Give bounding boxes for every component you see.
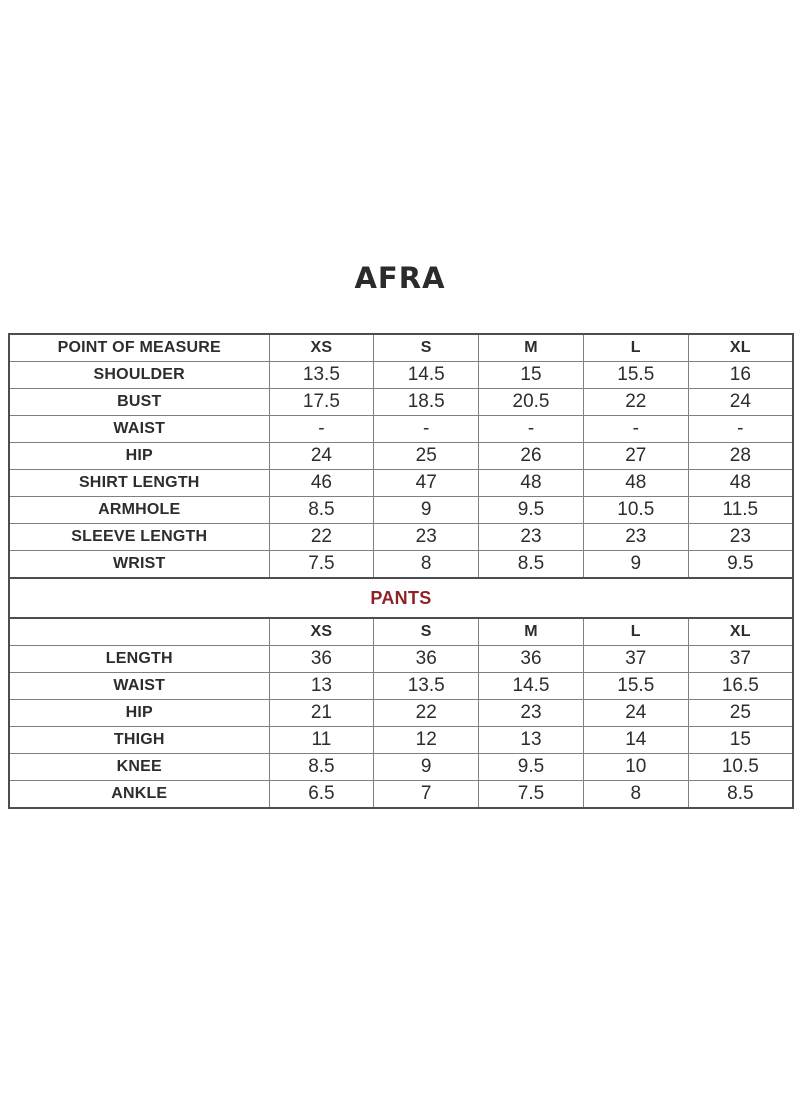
- pants-table-row: [9, 673, 793, 700]
- value-cell: 22: [583, 389, 688, 416]
- row-label: LENGTH: [9, 646, 269, 673]
- value-cell: 17.5: [269, 389, 374, 416]
- value-cell: 21: [269, 700, 374, 727]
- row-label: SHOULDER: [9, 362, 269, 389]
- value-cell: 13: [479, 727, 584, 754]
- shirt-table-row: [9, 551, 793, 579]
- pants-header-row-size-col: XL: [688, 618, 793, 646]
- value-cell: 23: [479, 524, 584, 551]
- value-cell: 20.5: [479, 389, 584, 416]
- value-cell: 13: [269, 673, 374, 700]
- value-cell: 28: [688, 443, 793, 470]
- value-cell: 13.5: [269, 362, 374, 389]
- value-cell: 16.5: [688, 673, 793, 700]
- value-cell: 25: [374, 443, 479, 470]
- page-title: AFRA: [354, 261, 446, 295]
- value-cell: 15.5: [583, 673, 688, 700]
- value-cell: 23: [479, 700, 584, 727]
- size-chart-body: [9, 334, 793, 808]
- pants-header-row-size-col: M: [479, 618, 584, 646]
- value-cell: 6.5: [269, 781, 374, 809]
- value-cell: -: [688, 416, 793, 443]
- value-cell: 22: [269, 524, 374, 551]
- value-cell: 48: [479, 470, 584, 497]
- value-cell: 46: [269, 470, 374, 497]
- shirt-table-row: [9, 470, 793, 497]
- pants-divider-row: [9, 578, 793, 618]
- shirt-header-row: [9, 334, 793, 362]
- value-cell: 8: [583, 781, 688, 809]
- row-label: KNEE: [9, 754, 269, 781]
- value-cell: 27: [583, 443, 688, 470]
- value-cell: 9: [374, 497, 479, 524]
- value-cell: 23: [583, 524, 688, 551]
- value-cell: 13.5: [374, 673, 479, 700]
- pants-table-row: [9, 646, 793, 673]
- value-cell: 26: [479, 443, 584, 470]
- size-chart-table: [8, 333, 794, 809]
- value-cell: -: [479, 416, 584, 443]
- shirt-header-row-size-col: XL: [688, 334, 793, 362]
- row-label: SHIRT LENGTH: [9, 470, 269, 497]
- value-cell: -: [583, 416, 688, 443]
- value-cell: 15.5: [583, 362, 688, 389]
- value-cell: 25: [688, 700, 793, 727]
- pants-table-row: [9, 727, 793, 754]
- value-cell: 14.5: [479, 673, 584, 700]
- row-label: ARMHOLE: [9, 497, 269, 524]
- pants-header-row-size-col: L: [583, 618, 688, 646]
- shirt-table-row: [9, 362, 793, 389]
- value-cell: 24: [583, 700, 688, 727]
- value-cell: 22: [374, 700, 479, 727]
- value-cell: 24: [688, 389, 793, 416]
- value-cell: 37: [688, 646, 793, 673]
- value-cell: 47: [374, 470, 479, 497]
- row-label: WAIST: [9, 673, 269, 700]
- value-cell: 9: [583, 551, 688, 579]
- value-cell: 8.5: [688, 781, 793, 809]
- shirt-header-row-size-col: L: [583, 334, 688, 362]
- row-label: SLEEVE LENGTH: [9, 524, 269, 551]
- shirt-header-row-size-col: M: [479, 334, 584, 362]
- value-cell: 7: [374, 781, 479, 809]
- value-cell: 8.5: [269, 497, 374, 524]
- value-cell: 8: [374, 551, 479, 579]
- value-cell: 9.5: [688, 551, 793, 579]
- value-cell: 18.5: [374, 389, 479, 416]
- shirt-table-row: [9, 497, 793, 524]
- value-cell: 10: [583, 754, 688, 781]
- row-label: THIGH: [9, 727, 269, 754]
- value-cell: 48: [583, 470, 688, 497]
- row-label: BUST: [9, 389, 269, 416]
- shirt-header-row-size-col: S: [374, 334, 479, 362]
- value-cell: 9: [374, 754, 479, 781]
- pants-header-row-size-col: XS: [269, 618, 374, 646]
- value-cell: 15: [688, 727, 793, 754]
- value-cell: 14.5: [374, 362, 479, 389]
- value-cell: 7.5: [479, 781, 584, 809]
- value-cell: 23: [688, 524, 793, 551]
- value-cell: 11.5: [688, 497, 793, 524]
- pants-table-row: [9, 700, 793, 727]
- value-cell: 36: [374, 646, 479, 673]
- value-cell: 36: [479, 646, 584, 673]
- row-label: ANKLE: [9, 781, 269, 809]
- value-cell: 23: [374, 524, 479, 551]
- value-cell: 10.5: [688, 754, 793, 781]
- shirt-header-row-measure-col: POINT OF MEASURE: [9, 334, 269, 362]
- value-cell: 10.5: [583, 497, 688, 524]
- shirt-header-row-size-col: XS: [269, 334, 374, 362]
- value-cell: 36: [269, 646, 374, 673]
- pants-header-row-size-col: S: [374, 618, 479, 646]
- row-label: HIP: [9, 700, 269, 727]
- value-cell: 8.5: [479, 551, 584, 579]
- row-label: HIP: [9, 443, 269, 470]
- shirt-table-row: [9, 416, 793, 443]
- value-cell: 16: [688, 362, 793, 389]
- value-cell: 12: [374, 727, 479, 754]
- value-cell: 9.5: [479, 497, 584, 524]
- value-cell: 14: [583, 727, 688, 754]
- value-cell: 7.5: [269, 551, 374, 579]
- shirt-table-row: [9, 443, 793, 470]
- pants-table-row: [9, 754, 793, 781]
- value-cell: 8.5: [269, 754, 374, 781]
- value-cell: 11: [269, 727, 374, 754]
- value-cell: 48: [688, 470, 793, 497]
- shirt-table-row: [9, 524, 793, 551]
- pants-header-row: [9, 618, 793, 646]
- row-label: WAIST: [9, 416, 269, 443]
- value-cell: 9.5: [479, 754, 584, 781]
- value-cell: 15: [479, 362, 584, 389]
- row-label: WRIST: [9, 551, 269, 579]
- value-cell: -: [269, 416, 374, 443]
- value-cell: 37: [583, 646, 688, 673]
- value-cell: -: [374, 416, 479, 443]
- value-cell: 24: [269, 443, 374, 470]
- shirt-table-row: [9, 389, 793, 416]
- pants-table-row: [9, 781, 793, 809]
- pants-header-row-measure-col: [9, 618, 269, 646]
- pants-section-header: PANTS: [9, 578, 793, 618]
